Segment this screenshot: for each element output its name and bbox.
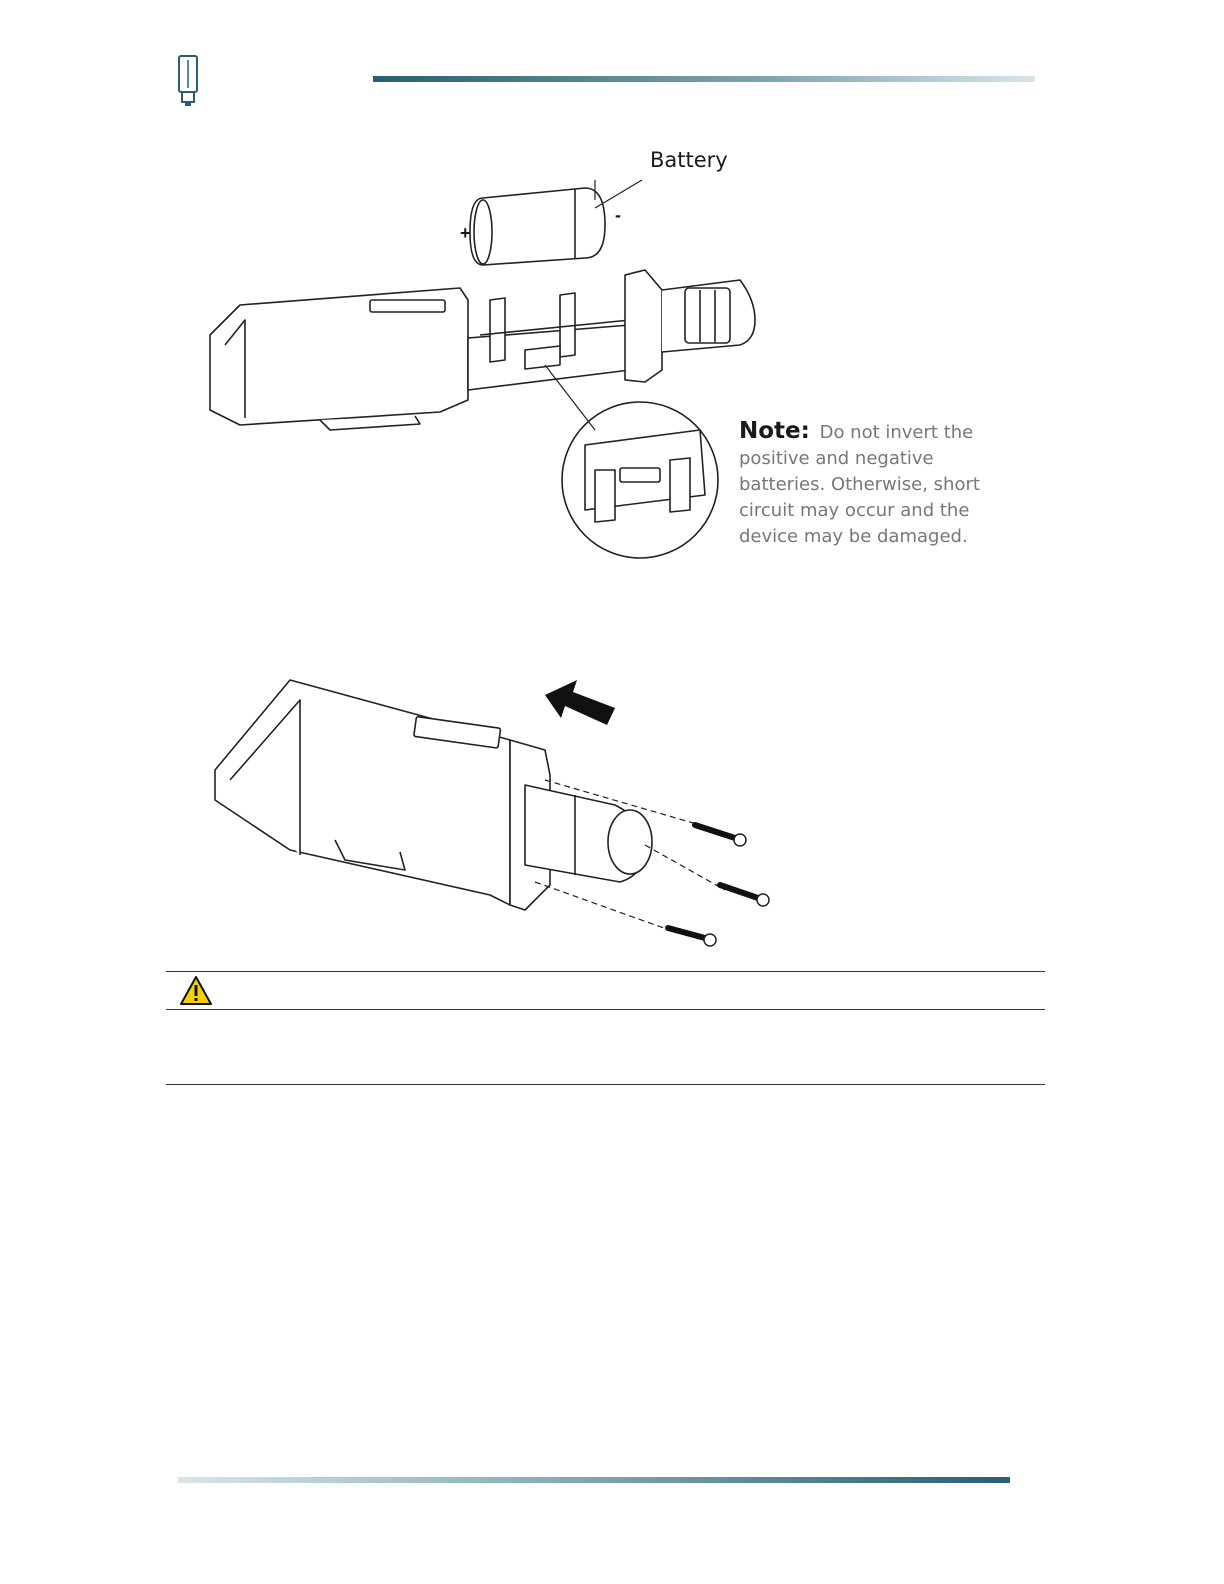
device-logo-icon [176,54,200,108]
negative-terminal-label: - [615,205,621,225]
direction-arrow-icon [545,680,615,725]
caution-bottom-rule [166,1084,1045,1085]
footer-divider [178,1477,1010,1483]
positive-terminal-label: + [460,223,471,243]
caution-top-rule [166,971,1045,972]
battery-label: Battery [650,148,728,172]
header-divider [373,76,1035,82]
screw-assembly-figure [205,670,785,960]
caution-text [180,1020,1030,1075]
note-title: Note: [739,418,810,444]
battery-note [739,418,1019,550]
warning-triangle-icon [179,975,213,1006]
caution-divider [166,1009,1045,1010]
note-text: Do not invert the positive and negative batteries. Otherwise, short circuit may occur and the device may be damaged. [739,422,980,547]
